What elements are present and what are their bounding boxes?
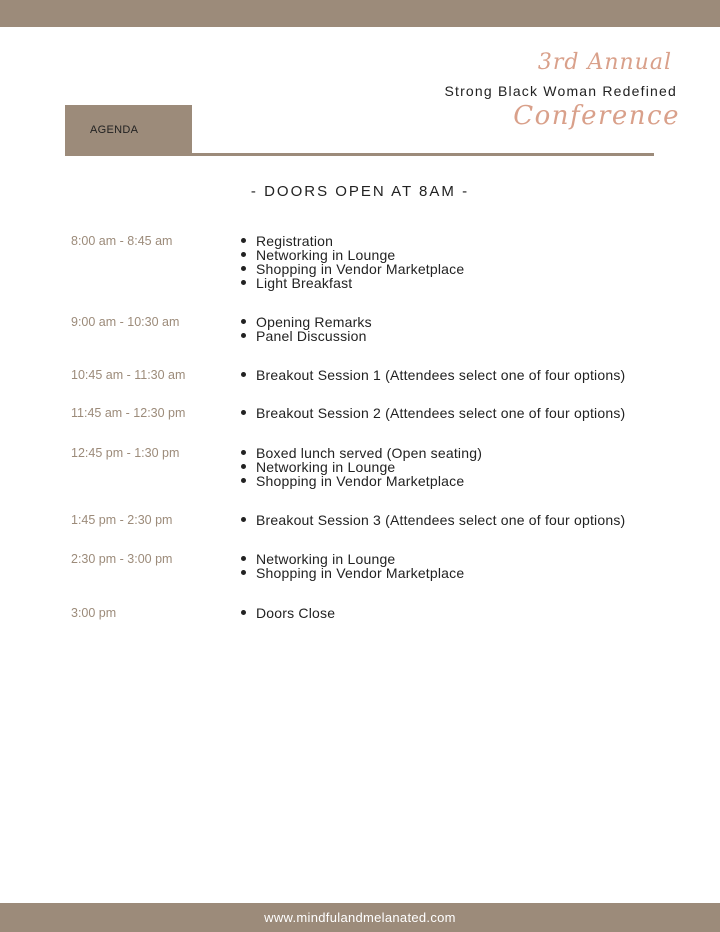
schedule-item: Networking in Lounge bbox=[240, 552, 464, 566]
schedule-item: Networking in Lounge bbox=[240, 248, 464, 262]
schedule-item: Doors Close bbox=[240, 606, 335, 620]
annual-heading: 3rd Annual bbox=[537, 50, 672, 75]
schedule-time: 12:45 pm - 1:30 pm bbox=[71, 446, 180, 460]
schedule-item: Panel Discussion bbox=[240, 329, 372, 343]
schedule-item: Light Breakfast bbox=[240, 276, 464, 290]
schedule-items bbox=[240, 368, 625, 382]
schedule-item: Opening Remarks bbox=[240, 315, 372, 329]
schedule-item: Registration bbox=[240, 234, 464, 248]
schedule-items bbox=[240, 606, 335, 620]
schedule-items bbox=[240, 513, 625, 527]
footer-band bbox=[0, 903, 720, 932]
schedule-items bbox=[240, 552, 464, 580]
schedule-time: 1:45 pm - 2:30 pm bbox=[71, 513, 173, 527]
header-rule bbox=[65, 153, 654, 156]
footer-url[interactable]: www.mindfulandmelanated.com bbox=[264, 910, 456, 925]
doors-open-heading: - DOORS OPEN AT 8AM - bbox=[250, 183, 470, 200]
schedule-time: 2:30 pm - 3:00 pm bbox=[71, 552, 173, 566]
schedule-item: Breakout Session 1 (Attendees select one of four options) bbox=[240, 368, 625, 382]
schedule-items bbox=[240, 446, 482, 488]
schedule-items bbox=[240, 315, 372, 343]
schedule-time: 11:45 am - 12:30 pm bbox=[71, 406, 186, 420]
schedule-time: 9:00 am - 10:30 am bbox=[71, 315, 180, 329]
schedule-time: 10:45 am - 11:30 am bbox=[71, 368, 186, 382]
schedule-item: Breakout Session 2 (Attendees select one of four options) bbox=[240, 406, 625, 420]
schedule-items bbox=[240, 234, 464, 290]
schedule-item: Shopping in Vendor Marketplace bbox=[240, 262, 464, 276]
schedule-item: Networking in Lounge bbox=[240, 460, 482, 474]
top-band bbox=[0, 0, 720, 27]
agenda-tab bbox=[65, 105, 192, 155]
conference-name: Strong Black Woman Redefined bbox=[444, 83, 677, 99]
agenda-label: AGENDA bbox=[90, 124, 139, 136]
schedule-time: 3:00 pm bbox=[71, 606, 117, 620]
schedule-items bbox=[240, 406, 625, 420]
schedule-item: Breakout Session 3 (Attendees select one of four options) bbox=[240, 513, 625, 527]
conference-heading: Conference bbox=[513, 101, 680, 131]
schedule-item: Shopping in Vendor Marketplace bbox=[240, 474, 482, 488]
schedule-item: Boxed lunch served (Open seating) bbox=[240, 446, 482, 460]
schedule-item: Shopping in Vendor Marketplace bbox=[240, 566, 464, 580]
schedule-time: 8:00 am - 8:45 am bbox=[71, 234, 173, 248]
